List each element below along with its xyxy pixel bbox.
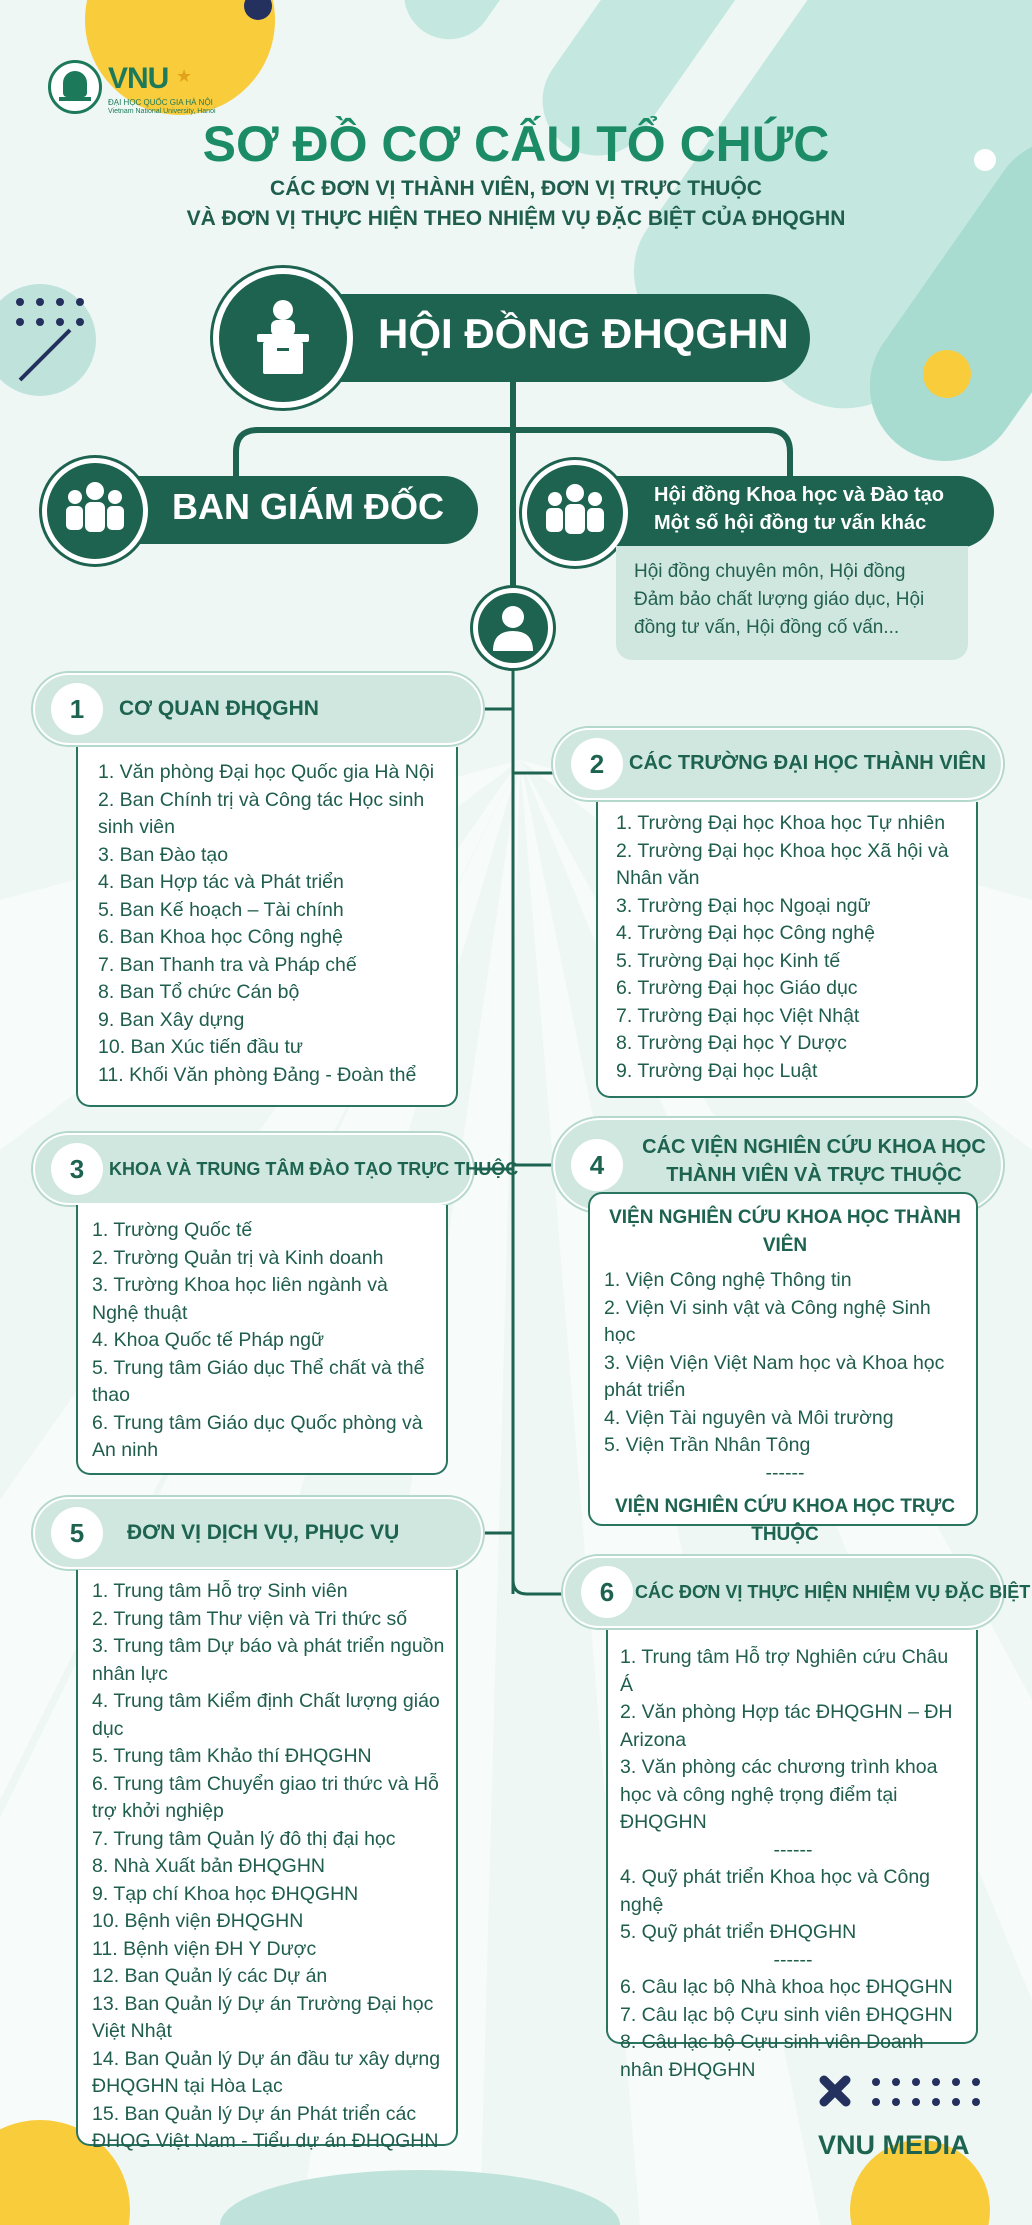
list-item: 5. Trung tâm Giáo dục Thể chất và thể thao [92, 1356, 425, 1406]
group-icon [61, 477, 129, 545]
section-6-header [563, 1556, 1031, 1628]
list-item: 2. Ban Chính trị và Công tác Học sinh sinh viên [98, 788, 425, 838]
list-item: 11. Bệnh viện ĐH Y Dược [92, 1937, 317, 1960]
list-item: 10. Bệnh viện ĐHQGHN [92, 1910, 304, 1932]
section-5-header [33, 1497, 483, 1569]
list-item: 3. Viện Viện Việt Nam học và Khoa học phát triển [604, 1351, 945, 1401]
logo-brand: VNU [108, 62, 169, 95]
board-emblem [42, 458, 148, 564]
section-2-title: CÁC TRƯỜNG ĐẠI HỌC THÀNH VIÊN [629, 752, 986, 774]
list-item: 2. Trường Quản trị và Kinh doanh [92, 1246, 384, 1269]
section-3-list [76, 1205, 448, 1475]
list-item: 1. Viện Công nghệ Thông tin [604, 1269, 852, 1291]
logo-line2: Vietnam National University, Hanoi [108, 108, 216, 115]
list-item: 12. Ban Quản lý các Dự án [92, 1965, 328, 1987]
list-item: 1. Trường Quốc tế [92, 1219, 253, 1241]
section-3-title: KHOA VÀ TRUNG TÂM ĐÀO TẠO TRỰC THUỘC [109, 1159, 519, 1179]
list-item: 7. Trung tâm Quản lý đô thị đại học [92, 1827, 396, 1850]
section-1-number: 1 [51, 683, 103, 735]
list-item: 9. Trường Đại học Luật [616, 1059, 818, 1082]
divider: ------ [765, 1461, 805, 1484]
section-6-number: 6 [581, 1566, 633, 1618]
section-2-number: 2 [571, 738, 623, 790]
logo-line1: ĐẠI HỌC QUỐC GIA HÀ NỘI [108, 98, 213, 107]
section-3-number: 3 [51, 1143, 103, 1195]
list-item: 2. Viện Vi sinh vật và Công nghệ Sinh học [604, 1296, 931, 1346]
page-subtitle-line2: VÀ ĐƠN VỊ THỰC HIỆN THEO NHIỆM VỤ ĐẶC BIỆT CỦA ĐHQGHN [186, 207, 846, 230]
list-item: 5. Viện Trần Nhân Tông [604, 1434, 811, 1456]
section-4-subheading-1: VIỆN NGHIÊN CỨU KHOA HỌC THÀNH VIÊN [609, 1207, 961, 1256]
list-item: 3. Trung tâm Dự báo và phát triển nguồn nhân lực [92, 1635, 445, 1685]
list-item: 7. Câu lạc bộ Cựu sinh viên ĐHQGHN [620, 2003, 953, 2026]
science-council-description: Hội đồng chuyên môn, Hội đồng Đảm bảo chất lượng giáo dục, Hội đồng tư vấn, Hội đồng cố vấn... [616, 546, 968, 660]
science-council-line1: Hội đồng Khoa học và Đào tạo [654, 484, 945, 506]
list-item: 9. Ban Xây dựng [98, 1008, 245, 1031]
section-6-title: CÁC ĐƠN VỊ THỰC HIỆN NHIỆM VỤ ĐẶC BIỆT [635, 1582, 1031, 1602]
list-item: 8. Ban Tổ chức Cán bộ [98, 981, 300, 1003]
list-item: 13. Ban Quản lý Dự án Trường Đại học Việt Nhật [92, 1992, 434, 2042]
council-label: HỘI ĐỒNG ĐHQGHN [378, 310, 789, 357]
list-item: 5. Trung tâm Khảo thí ĐHQGHN [92, 1745, 372, 1767]
list-item: 4. Trường Đại học Công nghệ [616, 922, 875, 944]
list-item: 4. Quỹ phát triển Khoa học và Công nghệ [620, 1866, 931, 1916]
list-item: 5. Quỹ phát triển ĐHQGHN [620, 1921, 857, 1943]
list-item: 8. Trường Đại học Y Dược [616, 1032, 847, 1054]
section-1-title: CƠ QUAN ĐHQGHN [119, 697, 319, 720]
list-item: 3. Trường Khoa học liên ngành và Nghệ thuật [92, 1274, 388, 1324]
section-3-header [33, 1133, 519, 1205]
vnu-logo [48, 60, 218, 120]
list-item: 8. Câu lạc bộ Cựu sinh viên Doanh nhân ĐHQGHN [620, 2031, 924, 2081]
section-4-title-line2: THÀNH VIÊN VÀ TRỰC THUỘC [666, 1164, 962, 1186]
list-item: 3. Văn phòng các chương trình khoa học và công nghệ trọng điểm tại ĐHQGHN [620, 1756, 938, 1833]
list-item: 6. Trường Đại học Giáo dục [616, 977, 858, 999]
section-2-list [596, 802, 978, 1098]
divider: ------ [773, 1838, 813, 1861]
divider: ------ [773, 1948, 813, 1971]
list-item: 11. Khối Văn phòng Đảng - Đoàn thể [98, 1063, 417, 1086]
section-2-header [553, 728, 1003, 800]
list-item: 1. Trung tâm Hỗ trợ Nghiên cứu Châu Á [620, 1646, 949, 1696]
section-5-title: ĐƠN VỊ DỊCH VỤ, PHỤC VỤ [127, 1521, 400, 1544]
section-5-number: 5 [51, 1507, 103, 1559]
section-4-number: 4 [571, 1139, 623, 1191]
list-item: 10. Ban Xúc tiến đầu tư [98, 1036, 303, 1058]
science-council-emblem [522, 460, 628, 566]
vnu-emblem-icon [48, 60, 102, 114]
star-icon: ★ [176, 66, 193, 86]
list-item: 1. Trường Đại học Khoa học Tự nhiên [616, 812, 946, 834]
list-item: 4. Ban Hợp tác và Phát triển [98, 871, 344, 893]
list-item: 15. Ban Quản lý Dự án Phát triển các ĐHQG Việt Nam - Tiểu dự án ĐHQGHN [92, 2102, 439, 2152]
list-item: 6. Trung tâm Giáo dục Quốc phòng và An ninh [92, 1411, 423, 1461]
section-4-title-line1: CÁC VIỆN NGHIÊN CỨU KHOA HỌC [642, 1136, 986, 1158]
list-item: 4. Trung tâm Kiểm định Chất lượng giáo dục [92, 1690, 440, 1740]
science-council-line2: Một số hội đồng tư vấn khác [654, 512, 927, 534]
section-5-list [76, 1570, 458, 2152]
person-icon [490, 603, 536, 653]
list-item: 3. Trường Đại học Ngoại ngữ [616, 894, 871, 917]
list-item: 6. Câu lạc bộ Nhà khoa học ĐHQGHN [620, 1976, 953, 1998]
list-item: 2. Trường Đại học Khoa học Xã hội và Nhân văn [616, 839, 949, 889]
council-emblem [213, 268, 353, 408]
page-subtitle-line1: CÁC ĐƠN VỊ THÀNH VIÊN, ĐƠN VỊ TRỰC THUỘC [270, 177, 762, 200]
list-item: 2. Văn phòng Hợp tác ĐHQGHN – ĐH Arizona [620, 1701, 953, 1751]
section-1-list [76, 747, 458, 1107]
section-1-header [33, 673, 483, 745]
group-icon [541, 479, 609, 547]
list-item: 3. Ban Đào tạo [98, 843, 229, 866]
page-title: SƠ ĐỒ CƠ CẤU TỔ CHỨC [202, 116, 830, 172]
list-item: 9. Tạp chí Khoa học ĐHQGHN [92, 1882, 359, 1905]
list-item: 1. Văn phòng Đại học Quốc gia Hà Nội [98, 761, 435, 783]
list-item: 6. Trung tâm Chuyển giao tri thức và Hỗ trợ khởi nghiệp [92, 1772, 439, 1822]
section-4-list [588, 1192, 978, 1545]
list-item: 14. Ban Quản lý Dự án đầu tư xây dựng ĐHQGHN tại Hòa Lạc [92, 2047, 441, 2097]
footer-credit: VNU MEDIA [818, 2130, 970, 2160]
list-item: 1. Trung tâm Hỗ trợ Sinh viên [92, 1580, 348, 1602]
list-item: 8. Nhà Xuất bản ĐHQGHN [92, 1855, 326, 1877]
list-item: 5. Trường Đại học Kinh tế [616, 949, 841, 972]
list-item: 4. Khoa Quốc tế Pháp ngữ [92, 1329, 325, 1351]
list-item: 2. Trung tâm Thư viện và Tri thức số [92, 1607, 408, 1630]
list-item: 7. Ban Thanh tra và Pháp chế [98, 953, 357, 976]
section-6-list [606, 1630, 978, 2081]
list-item: 5. Ban Kế hoạch – Tài chính [98, 898, 344, 921]
center-emblem [473, 588, 553, 668]
podium-icon [241, 296, 325, 380]
list-item: 7. Trường Đại học Việt Nhật [616, 1004, 860, 1027]
list-item: 4. Viện Tài nguyên và Môi trường [604, 1406, 894, 1429]
section-4-subheading-2: VIỆN NGHIÊN CỨU KHOA HỌC TRỰC THUỘC [614, 1496, 956, 1545]
board-label: BAN GIÁM ĐỐC [172, 486, 444, 527]
list-item: 6. Ban Khoa học Công nghệ [98, 926, 344, 948]
